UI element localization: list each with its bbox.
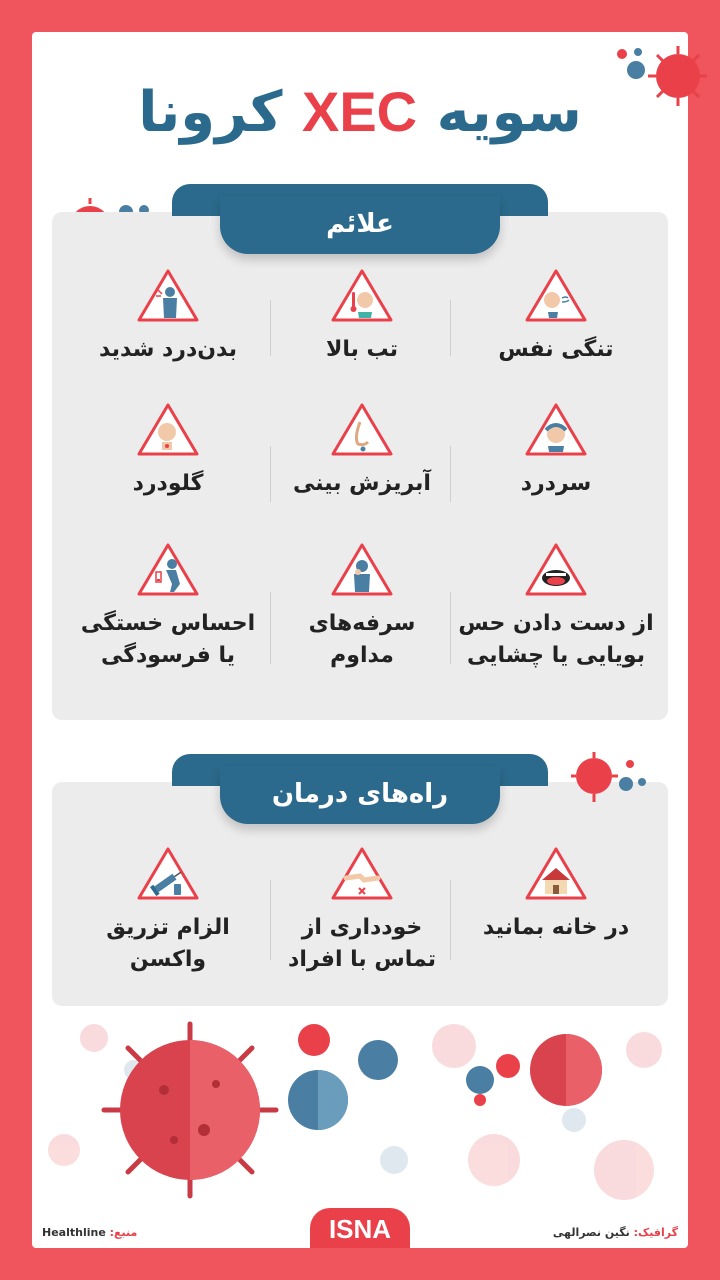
house-icon — [524, 846, 588, 902]
page-title — [0, 80, 720, 145]
graphic-credit-value: نگین نصرالهی — [552, 1226, 630, 1239]
treatment-label-line: خودداری از — [301, 915, 423, 940]
symptom-item — [262, 268, 462, 366]
symptom-label: تنگی نفس — [498, 337, 614, 362]
symptom-label-line: مداوم — [330, 643, 394, 668]
symptom-label-line: یا فرسودگی — [100, 643, 236, 668]
mouth-icon — [524, 542, 588, 598]
symptom-item — [456, 402, 656, 500]
symptom-label-line: احساس خستگی — [80, 611, 256, 636]
treatment-label: الزام تزریق واکسن — [106, 915, 230, 972]
symptoms-heading: علائم — [220, 196, 500, 254]
virus-illustration-bottom — [34, 1010, 686, 1210]
isna-logo: ISNA — [310, 1208, 410, 1248]
graphic-credit-key: گرافیک: — [633, 1226, 678, 1239]
cough-icon — [330, 542, 394, 598]
treatment-item — [456, 846, 656, 944]
nose-drip-icon — [330, 402, 394, 458]
symptom-label: بدن‌درد شدید — [99, 337, 237, 362]
symptom-item — [68, 402, 268, 500]
symptom-item — [262, 402, 462, 500]
symptom-label: گلودرد — [132, 471, 204, 496]
symptom-item — [456, 268, 656, 366]
symptom-item — [456, 542, 656, 672]
title-word-xec: XEC — [301, 80, 418, 143]
headache-icon — [524, 402, 588, 458]
symptom-label-line: بویایی یا چشایی — [467, 643, 645, 668]
symptom-label: آبریزش بینی — [293, 471, 431, 496]
virus-decoration-treatment — [570, 750, 660, 806]
no-handshake-icon — [330, 846, 394, 902]
body-ache-icon — [136, 268, 200, 324]
treatment-item — [68, 846, 268, 976]
symptom-label-line: از دست دادن حس — [458, 611, 654, 636]
treatment-item — [262, 846, 462, 976]
symptom-item — [68, 268, 268, 366]
symptom-label: سردرد — [520, 471, 592, 496]
treatment-label: در خانه بمانید — [482, 915, 630, 940]
sore-throat-icon — [136, 402, 200, 458]
symptom-label-line: سرفه‌های — [308, 611, 416, 636]
symptom-item — [68, 542, 268, 672]
breath-icon — [524, 268, 588, 324]
title-word-corona: کرونا — [138, 80, 283, 145]
graphic-credit — [553, 1226, 678, 1239]
treatment-label — [262, 912, 462, 976]
symptom-item — [262, 542, 462, 672]
source-value: Healthline — [42, 1226, 106, 1239]
symptom-label: تب بالا — [325, 337, 399, 362]
treatment-label-line: تماس با افراد — [288, 947, 436, 972]
source-key: منبع: — [109, 1226, 138, 1239]
treatment-heading: راه‌های درمان — [220, 766, 500, 824]
symptom-label — [456, 608, 656, 672]
title-word-strain: سویه — [436, 80, 582, 145]
fatigue-icon — [136, 542, 200, 598]
symptom-label — [262, 608, 462, 672]
symptom-label — [68, 608, 268, 672]
source-credit — [42, 1226, 137, 1239]
thermometer-icon — [330, 268, 394, 324]
syringe-icon — [136, 846, 200, 902]
